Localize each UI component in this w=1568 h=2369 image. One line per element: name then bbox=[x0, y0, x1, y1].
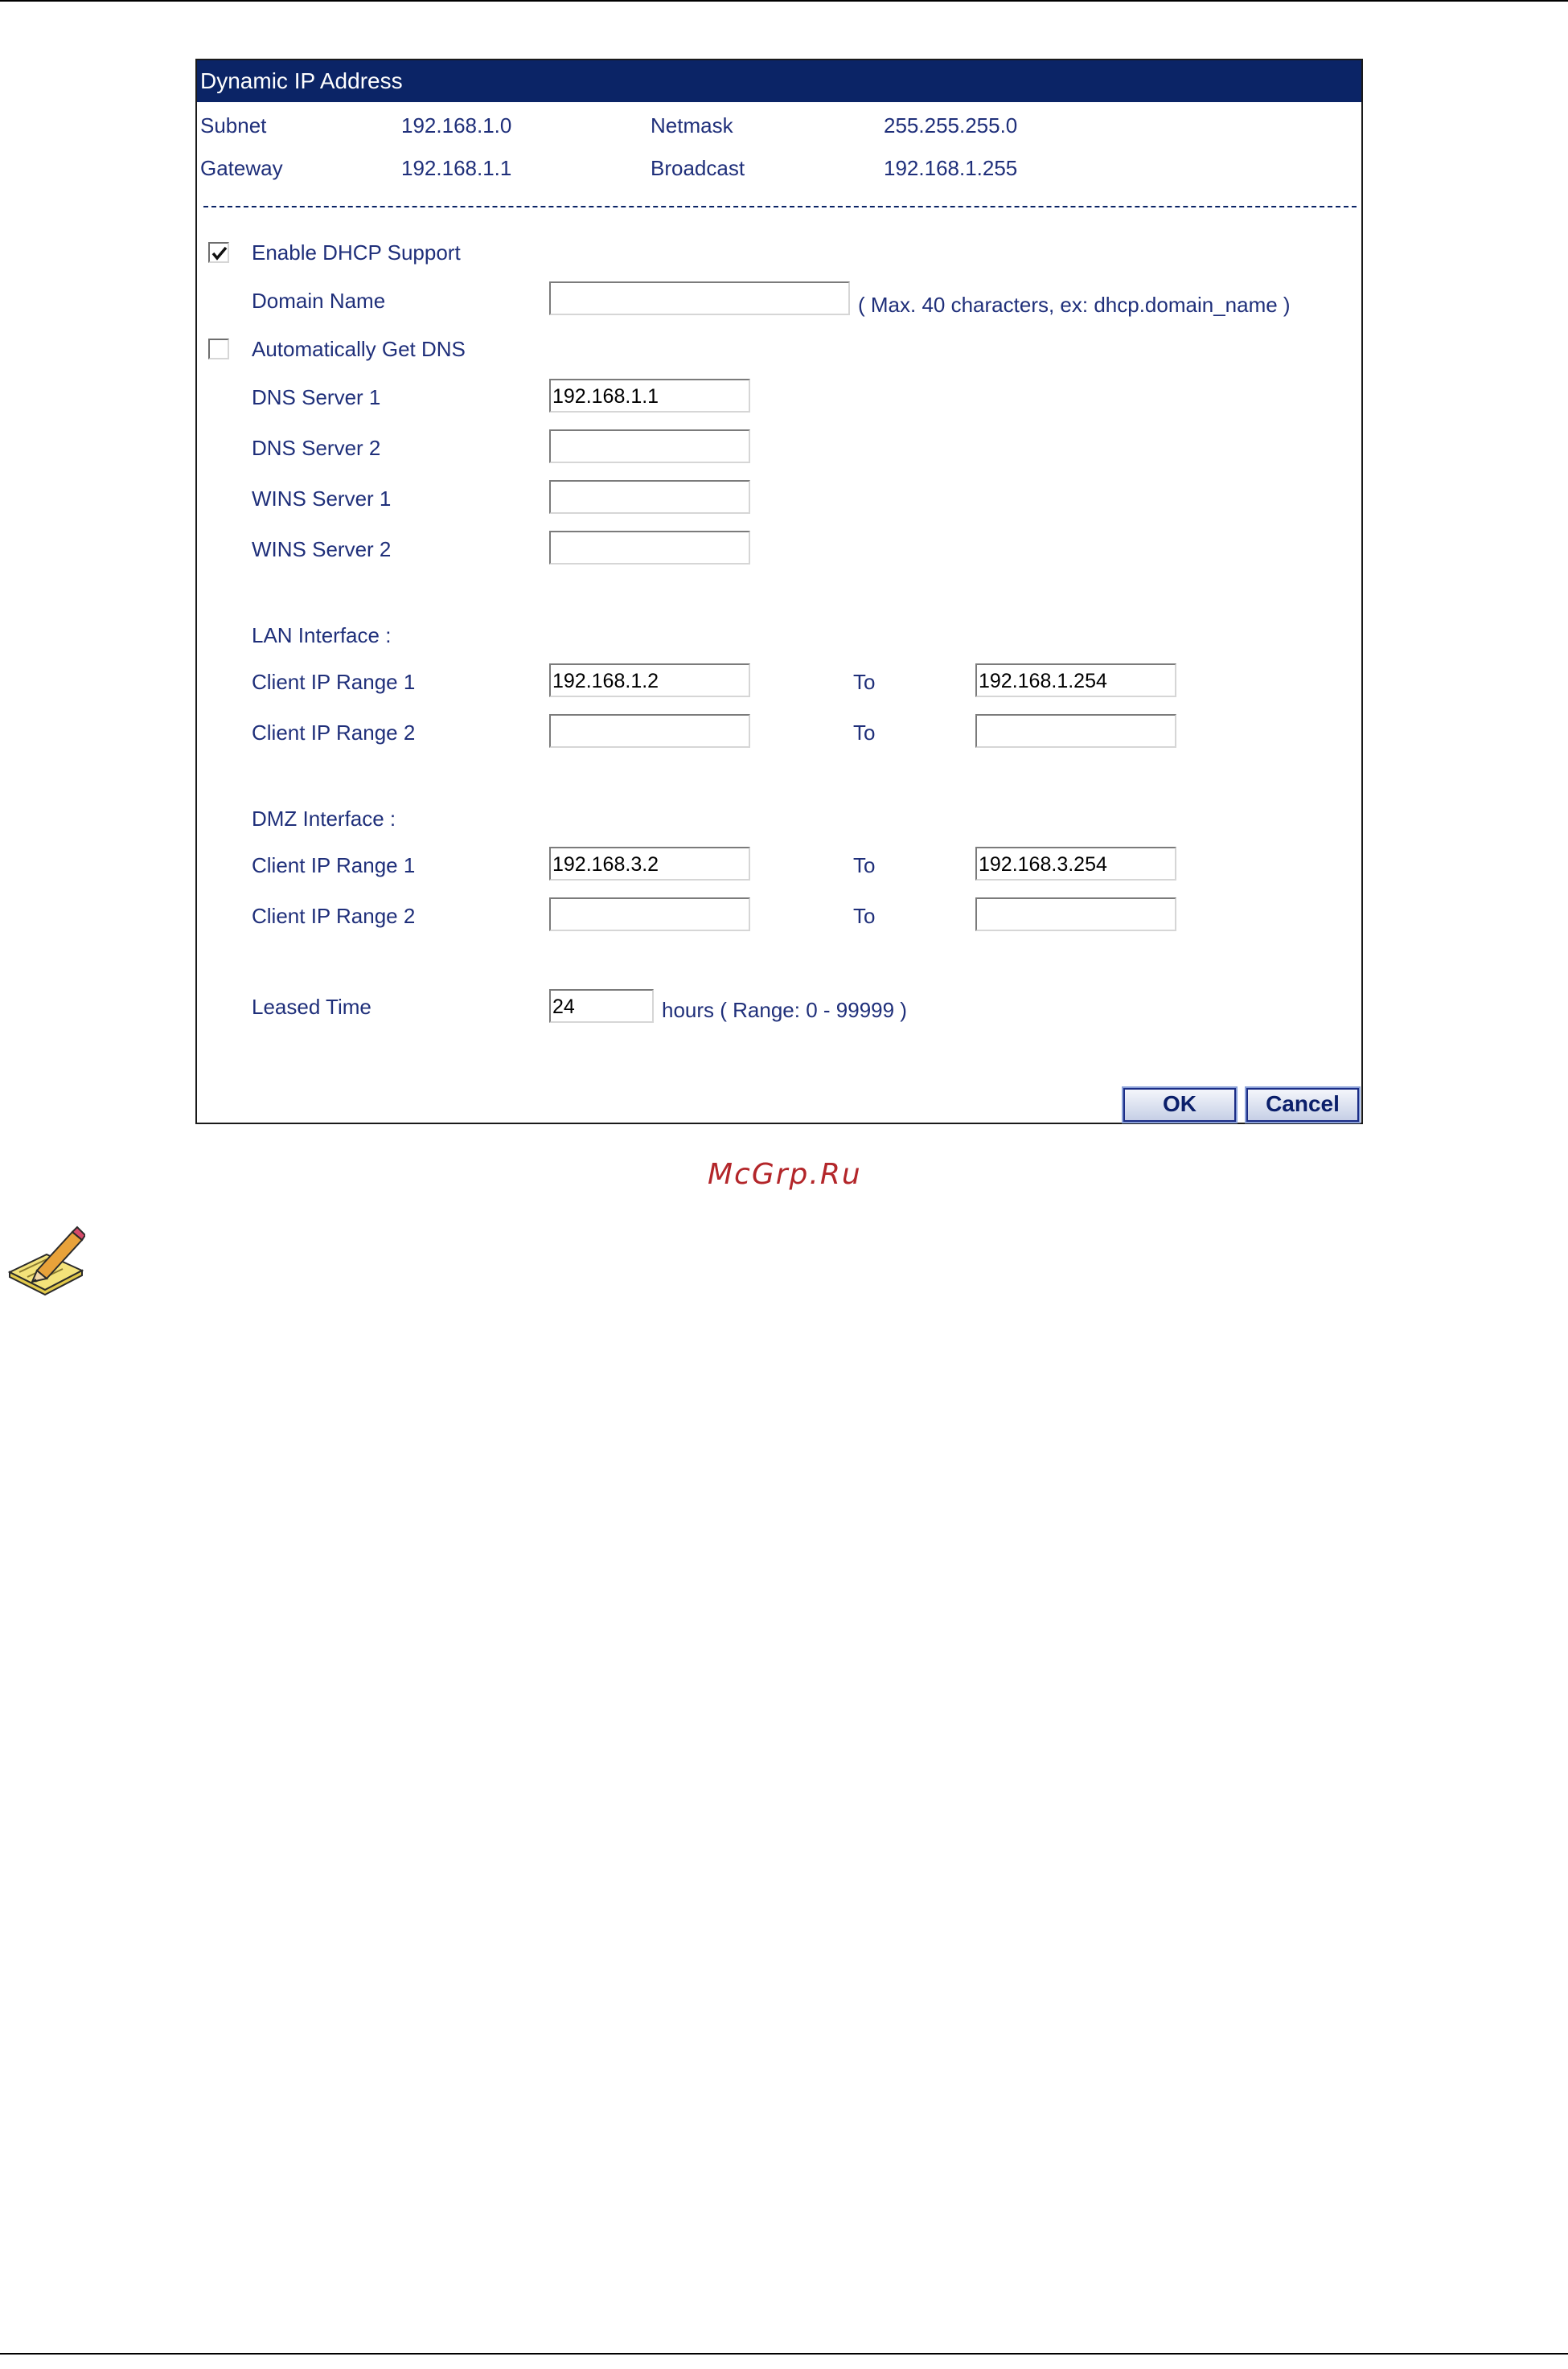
lan-interface-heading: LAN Interface : bbox=[252, 623, 392, 647]
lan-range-2-to-input[interactable] bbox=[975, 714, 1176, 748]
gateway-value: 192.168.1.1 bbox=[401, 156, 512, 180]
top-rule bbox=[0, 0, 1568, 2]
enable-dhcp-label: Enable DHCP Support bbox=[252, 240, 461, 265]
netmask-value: 255.255.255.0 bbox=[884, 113, 1018, 138]
dns-server-1-label: DNS Server 1 bbox=[252, 385, 381, 409]
dmz-range-1-to-label: To bbox=[853, 853, 876, 877]
dns-server-1-input[interactable]: 192.168.1.1 bbox=[549, 379, 750, 413]
wins-server-2-label: WINS Server 2 bbox=[252, 537, 392, 561]
leased-time-label: Leased Time bbox=[252, 995, 371, 1019]
lan-range-1-label: Client IP Range 1 bbox=[252, 670, 416, 694]
gateway-label: Gateway bbox=[200, 156, 283, 180]
note-pencil-icon bbox=[5, 1222, 85, 1303]
domain-name-label: Domain Name bbox=[252, 289, 386, 313]
dmz-range-2-from-input[interactable] bbox=[549, 897, 750, 931]
dmz-range-1-label: Client IP Range 1 bbox=[252, 853, 416, 877]
cancel-button[interactable]: Cancel bbox=[1246, 1088, 1359, 1122]
subnet-label: Subnet bbox=[200, 113, 267, 138]
section-divider bbox=[203, 206, 1357, 207]
dmz-range-2-to-input[interactable] bbox=[975, 897, 1176, 931]
domain-name-input[interactable] bbox=[549, 281, 850, 315]
dmz-range-1-from-input[interactable]: 192.168.3.2 bbox=[549, 847, 750, 881]
lan-range-2-to-label: To bbox=[853, 721, 876, 745]
leased-time-hint: hours ( Range: 0 - 99999 ) bbox=[662, 998, 907, 1022]
ok-button[interactable]: OK bbox=[1123, 1088, 1236, 1122]
netmask-label: Netmask bbox=[651, 113, 733, 138]
dmz-range-2-label: Client IP Range 2 bbox=[252, 904, 416, 928]
dynamic-ip-panel bbox=[195, 59, 1363, 1124]
dns-server-2-label: DNS Server 2 bbox=[252, 436, 381, 460]
auto-dns-checkbox[interactable] bbox=[208, 339, 229, 359]
lan-range-2-label: Client IP Range 2 bbox=[252, 721, 416, 745]
lan-range-1-to-input[interactable]: 192.168.1.254 bbox=[975, 663, 1176, 697]
broadcast-label: Broadcast bbox=[651, 156, 745, 180]
lan-range-2-from-input[interactable] bbox=[549, 714, 750, 748]
panel-title: Dynamic IP Address bbox=[197, 60, 1361, 102]
dns-server-2-input[interactable] bbox=[549, 429, 750, 463]
subnet-value: 192.168.1.0 bbox=[401, 113, 512, 138]
lan-range-1-from-input[interactable]: 192.168.1.2 bbox=[549, 663, 750, 697]
checkmark-icon bbox=[211, 244, 228, 262]
broadcast-value: 192.168.1.255 bbox=[884, 156, 1018, 180]
wins-server-2-input[interactable] bbox=[549, 531, 750, 565]
dmz-interface-heading: DMZ Interface : bbox=[252, 807, 396, 831]
dmz-range-2-to-label: To bbox=[853, 904, 876, 928]
wins-server-1-label: WINS Server 1 bbox=[252, 487, 392, 511]
dmz-range-1-to-input[interactable]: 192.168.3.254 bbox=[975, 847, 1176, 881]
wins-server-1-input[interactable] bbox=[549, 480, 750, 514]
auto-dns-label: Automatically Get DNS bbox=[252, 337, 466, 361]
enable-dhcp-checkbox[interactable] bbox=[208, 242, 229, 263]
domain-name-hint: ( Max. 40 characters, ex: dhcp.domain_name ) bbox=[858, 293, 1291, 317]
watermark-text: McGrp.Ru bbox=[708, 1158, 862, 1191]
lan-range-1-to-label: To bbox=[853, 670, 876, 694]
bottom-rule bbox=[0, 2353, 1568, 2355]
leased-time-input[interactable]: 24 bbox=[549, 989, 654, 1023]
